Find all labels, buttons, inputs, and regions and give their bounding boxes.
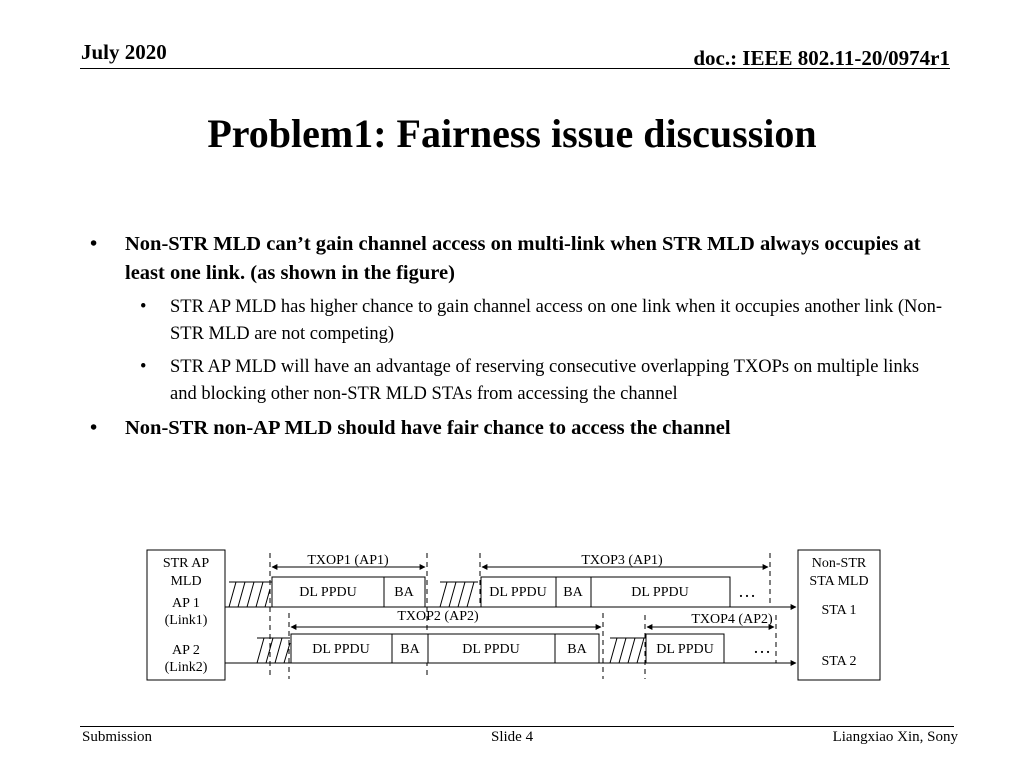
link1-backoff-2 (440, 582, 478, 607)
bullet-1-text: Non-STR MLD can’t gain channel access on multi-link when STR MLD always occupies at least one link. (as shown in the figure) (125, 233, 921, 284)
footer-slide-number: Slide 4 (491, 729, 534, 745)
slide-title: Problem1: Fairness issue discussion (207, 111, 817, 156)
bullet-list (90, 230, 950, 449)
header-doc-id: doc.: IEEE 802.11-20/0974r1 (693, 46, 950, 70)
left-box-line2: MLD (170, 574, 202, 589)
sub-bullet-1: • STR AP MLD has higher chance to gain channel access on one link when it occupies another link (Non-STR MLD are not competing) (140, 297, 943, 344)
sub-bullet-1-text: STR AP MLD has higher chance to gain channel access on one link when it occupies another link (Non-STR MLD are not competing) (170, 297, 943, 344)
link1-frame-label-4: BA (563, 585, 583, 600)
txop-timing-diagram (140, 545, 890, 685)
link2-backoff-1 (257, 638, 290, 663)
bullet-2: • Non-STR non-AP MLD should have fair chance to access the channel (90, 417, 731, 439)
right-box-line1: Non-STR (811, 556, 867, 571)
header-date: July 2020 (81, 40, 167, 64)
txop3-label: TXOP3 (AP1) (581, 553, 663, 568)
footer-submission: Submission (82, 729, 153, 745)
footer-divider (80, 726, 954, 727)
link2-frame-label-5: DL PPDU (656, 642, 714, 657)
ap2-link-label: (Link2) (164, 660, 208, 675)
link1-frame-label-1: DL PPDU (299, 585, 357, 600)
ap1-label: AP 1 (172, 596, 200, 611)
link1-ellipsis: … (738, 581, 756, 601)
link1-frame-label-5: DL PPDU (631, 585, 689, 600)
bullet-1: • Non-STR MLD can’t gain channel access on multi-link when STR MLD always occupies at least one link. (as shown in the figure) (90, 233, 921, 284)
link1-frame-label-3: DL PPDU (489, 585, 547, 600)
txop4-label: TXOP4 (AP2) (691, 612, 773, 627)
link2-frame-label-4: BA (567, 642, 587, 657)
link2-backoff-2 (610, 638, 646, 663)
txop2-label: TXOP2 (AP2) (397, 609, 479, 624)
left-box-line1: STR AP (162, 556, 210, 571)
header-divider (80, 68, 950, 69)
sta2-label: STA 2 (821, 654, 857, 669)
link2-ellipsis: … (753, 637, 771, 657)
ap1-link-label: (Link1) (164, 613, 208, 628)
link1-backoff-1 (229, 582, 272, 607)
footer-author: Liangxiao Xin, Sony (832, 729, 958, 745)
sub-bullet-2-text: STR AP MLD will have an advantage of reserving consecutive overlapping TXOPs on multiple links and blocking other non-STR MLD STAs from accessing the channel (170, 357, 920, 404)
sta1-label: STA 1 (821, 603, 857, 618)
bullet-2-text: Non-STR non-AP MLD should have fair chance to access the channel (125, 417, 731, 439)
ap2-label: AP 2 (172, 643, 200, 658)
timing-diagram-svg (140, 545, 890, 685)
sub-bullet-2: • STR AP MLD will have an advantage of reserving consecutive overlapping TXOPs on multiple links and blocking other non-STR MLD STAs from accessing the channel (140, 357, 920, 404)
link2-frame-label-1: DL PPDU (312, 642, 370, 657)
txop1-label: TXOP1 (AP1) (307, 553, 389, 568)
right-box-line2: STA MLD (809, 574, 869, 589)
link1-frame-label-2: BA (394, 585, 414, 600)
link2-frame-label-3: DL PPDU (462, 642, 520, 657)
link2-frame-label-2: BA (400, 642, 420, 657)
